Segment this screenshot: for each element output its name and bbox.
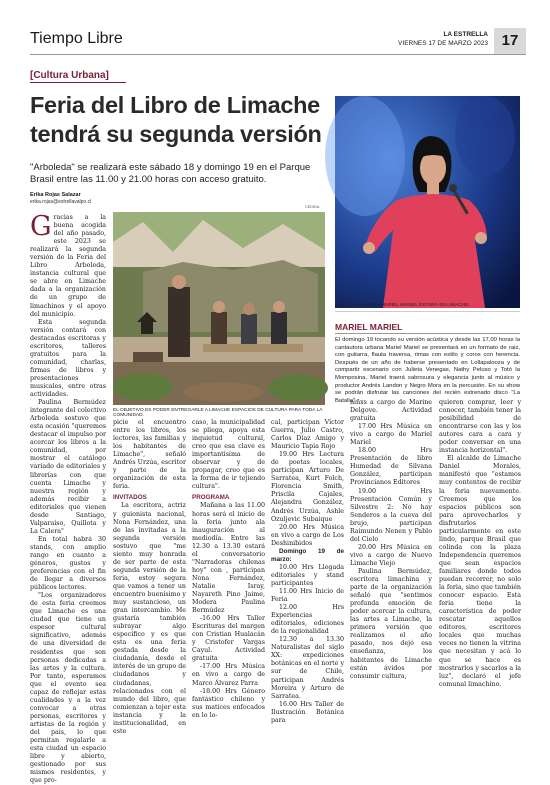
- paragraph: Paulina Bermúdez integrante del colectivo Arboleda sostuvo que esta ocasión "queremos destacar el impulso por acercar los libros a la comunidad, por mostrar el catálogo variado de editoriales y librerías con que cuenta Limache y nuestra región y además recibir a editoriales que vienen desde Santiago, Valparaíso, Quillota y La Calera": [30, 399, 106, 535]
- paragraph: 11.00 Hrs Inicio de Feria: [271, 587, 344, 604]
- paragraph: 20.00 Hrs Música en vivo a cargo de Nuevo Limache Viejo: [350, 543, 432, 567]
- paragraph: 12.30 a 13.30 Naturalistas del siglo XX: expediciones botánicas en el norte y sur de Chile, participan Andrés Moreira y Arturo de Sarratea.: [271, 636, 344, 700]
- sidebar-photo-caption: DE FORMA INÉDITA MARIEL MARIEL ESTARÁ EN LIMACHE.: [335, 303, 470, 308]
- paragraph: En total habrá 30 stands, con amplio rango en cuanto a géneros, gustos y preferencias con el fin de llegar a diversos públicos lectores.: [30, 535, 106, 592]
- paragraph: niñxs a cargo de Marine Delgove. Actividad gratuita: [350, 399, 432, 423]
- page-number: 17: [494, 28, 526, 54]
- paragraph: 18.00 Hrs Presentación de libro Humedad de Silvana González, participan Provincianos Editores: [350, 447, 432, 487]
- singer-illustration: [335, 96, 520, 308]
- paragraph: quieren comprar, leer y conocer, también tener la posibilidad de encontrarse con las y los autores cara a cara y poder conversar en una instancia horizontal".: [439, 399, 521, 455]
- headline-line-1: Feria del Libro de Limache: [30, 92, 320, 118]
- article-column-5: [350, 399, 432, 686]
- paragraph: -16.00 Hrs Taller Escrituras del margen con Cristian Hualacán y Cristofer Vargas Cayul. Actividad gratuita: [192, 615, 265, 663]
- subheading-invitados: INVITADOS: [113, 494, 147, 502]
- issue-date: VIERNES 17 DE MARZO 2023: [398, 40, 488, 47]
- page-header: [0, 0, 550, 54]
- article-column-1: [30, 211, 106, 785]
- byline-author: Erika Rojas Salazar: [30, 192, 81, 198]
- paragraph: 20.00 Hrs Música en vivo a cargo de Los Deshinibidos: [271, 523, 344, 547]
- subheadline: "Arboleda" se realizará este sábado 18 y domingo 19 en el Parque Brasil entre las 11.00 y 21.00 horas con acceso gratuito.: [30, 162, 311, 185]
- paragraph: -17.00 Hrs Música en vivo a cargo de Marco Álvarez Parra: [192, 663, 265, 687]
- article-column-3: [192, 419, 265, 719]
- section-title: Tiempo Libre: [30, 30, 123, 47]
- paragraph: picie el encuentro entre los libros, los lectores, las familias y los habitantes de Limache", señaló Andrés Urzúa, escritor y parte de la organización de esta feria.: [113, 419, 186, 491]
- photo-caption: EL OBJETIVO ES PODER ENTREGARLE A LIMACHE ESPACIOS DE CULTURA PARA TODA LA COMUNIDAD.: [113, 408, 323, 418]
- feria-photo: [113, 212, 325, 405]
- sidebar-divider: [335, 333, 520, 334]
- paragraph: 12.00 Hrs Experiencias editoriales, ediciones de la regionalidad: [271, 604, 344, 636]
- paragraph: 10.00 Hrs Llegada editoriales y stand participantes: [271, 563, 344, 587]
- category-tag: [Cultura Urbana]: [30, 70, 109, 81]
- caption-divider: [335, 311, 520, 312]
- paragraph: -18.00 Hrs Género fantástico chileno y sus matices enfocados en lo lo-: [192, 687, 265, 719]
- headline: [30, 91, 330, 149]
- mariel-photo: [335, 96, 520, 308]
- sidebar-body: El domingo 19 tocando su versión acústica y desde las 17.00 horas la cantautora urbana Mariel Mariel se presentará en un formato de raiz, con guitarra, flauta traversa, rimas con estilo y coros con herencia. Después de un año de haberse presentado en Lollapalooza y de compartir escenario con Julieta Venegas, Nathy Peluso y Totó la Momposina, Mariel traerá sabrosura y elegancia junto al músico y productor Andrés Landon y Negro Mora en la percusión. En su show se podrán disfrutar las canciones del recién estrenado disco "La Batalla".: [335, 337, 520, 404]
- subheading-programa: PROGRAMA: [192, 494, 230, 502]
- schedule-day-heading: Domingo 19 de marzo:: [271, 547, 344, 563]
- feria-event-illustration: [113, 212, 325, 405]
- paragraph: La escritora, actriz y guionista nacional, Nona Fernández, una de las invitadas a la segunda versión sostuvo que "me siento muy honrada de ser parte de esta segunda versión de la feria, estoy segura que vamos a tener un encuentro buenísimo y muy sustancioso, un gran intercambio. Me gustaría también subrayar algo específico y es que esta es una feria gestada desde la ciudadanía, desde el interés de un grupo de ciudadanos y ciudadanas, relacionados con el mundo del libro, que comienzan a tejer esta instancia y la institucionalidad, en este: [113, 502, 186, 735]
- paragraph: 17.00 Hrs Música en vivo a cargo de Mariel Mariel: [350, 423, 432, 447]
- paragraph: caso, la municipalidad se pliega, apoya esta inquietud cultural, creo que esa clave es importantísima de observar y de propagar, creo que es la forma de ir tejiendo cultura".: [192, 419, 265, 491]
- paragraph: Esta segunda versión contará con destacadas escritoras y escritores, talleres gratuitos para la comunidad, charlas, firmas de libros y presentaciones musicales, entre otras actividades.: [30, 318, 106, 399]
- newspaper-name: LA ESTRELLA: [443, 31, 488, 38]
- paragraph: Mañana a las 11.00 horas será el inicio de la feria junto ala inauguración al mediodía. Entre las 12.30 a 13.30 estará el conversatorio "Narradoras chilenas hoy" con , participan Nona Fernández, Natalie Isray, Nayareth Pino Jaime, Modera Paulina Bermúdez: [192, 502, 265, 615]
- paragraph: 19.00 Hrs Presentación Común y Silvestre 2: No hay Senderos a la cueva del brujo, participan Raimundo Nenen y Pablo del Cielo: [350, 487, 432, 543]
- drop-cap: G: [30, 211, 52, 242]
- paragraph: Paulina Bermúdez, escritora limachina y parte de la organización señaló que "sentimos profunda emoción de poder acercar la cultura, las artes a Limache, la primera versión que realizamos el año pasado, nos dejó esa enseñanza, los habitantes de Limache están ávidos por consumir cultura,: [350, 567, 432, 680]
- paragraph: "Los organizadores de esta feria creemos que Limache es una ciudad que tiene un espesor cultural significativo, además de una diversidad de residentes que son personas dedicadas a las artes y la cultura. Por tanto, esperamos que el evento sea capaz de reflejar estas cualidades y a la vez convocar a otras personas, escritores y artistas de la región y del país, lo que permitan regalarle a esta ciudad un espacio libre y abierto, gestionado por sus mismos residentes, y que pro-: [30, 592, 106, 785]
- article-column-4: [271, 419, 344, 724]
- headline-line-2: tendrá su segunda versión: [30, 121, 322, 147]
- paragraph: racias a la buena acogida del año pasado, este 2023 se realizará la segunda versión de la Feria del Libro Arboleda, instancia cultural que se abre en Limache dada a la organización de un grupo de limachinos y el apoyo del municipio.: [30, 214, 106, 318]
- article-column-2: [113, 419, 186, 735]
- byline-email: erika.rojas@estrellavalpo.cl: [30, 199, 92, 205]
- paragraph: 19.00 Hrs Lectura de poetas locales, participan Arturo De Sarratea, Kurt Folch, Florencia Smith, Priscila Cajales, Alejandra González, Andrés Urzúa, Ashle Ozuljevic Subaique: [271, 451, 344, 523]
- article-column-6: [439, 399, 521, 686]
- paragraph: cal, participan Víctor Guerra, Julio Castro, Carlos Díaz Amigo y Mauricio Tapia Rojo: [271, 419, 344, 451]
- sidebar-title: MARIEL MARIEL: [335, 322, 403, 332]
- header-divider: [30, 54, 526, 55]
- paragraph: El alcalde de Limache Daniel Morales, manifestó que "estamos muy contentos de recibir la feria nuevamente. Creemos que los espacios públicos son para aprovecharlos y disfrutarlos particularmente en este lindo, parque Brasil que colinda con la plaza Independencia queremos que sean espacios familiares donde todos puedan recorrer, no solo la feria, sino que también conocer espacio. Esta feria tiene la característica de poder rescatar aquellos editores, escritores locales que muchas veces no tienen la vitrina que necesitan y acá lo que se hace es mostrarlos y sacarlos a la luz", declaró el jefe comunal limachino.: [439, 455, 521, 688]
- paragraph: 16.00 Hrs Taller de Ilustración Botánica para: [271, 700, 344, 724]
- category-underline: [30, 82, 126, 83]
- photo-credit: CEDIDA: [305, 205, 320, 209]
